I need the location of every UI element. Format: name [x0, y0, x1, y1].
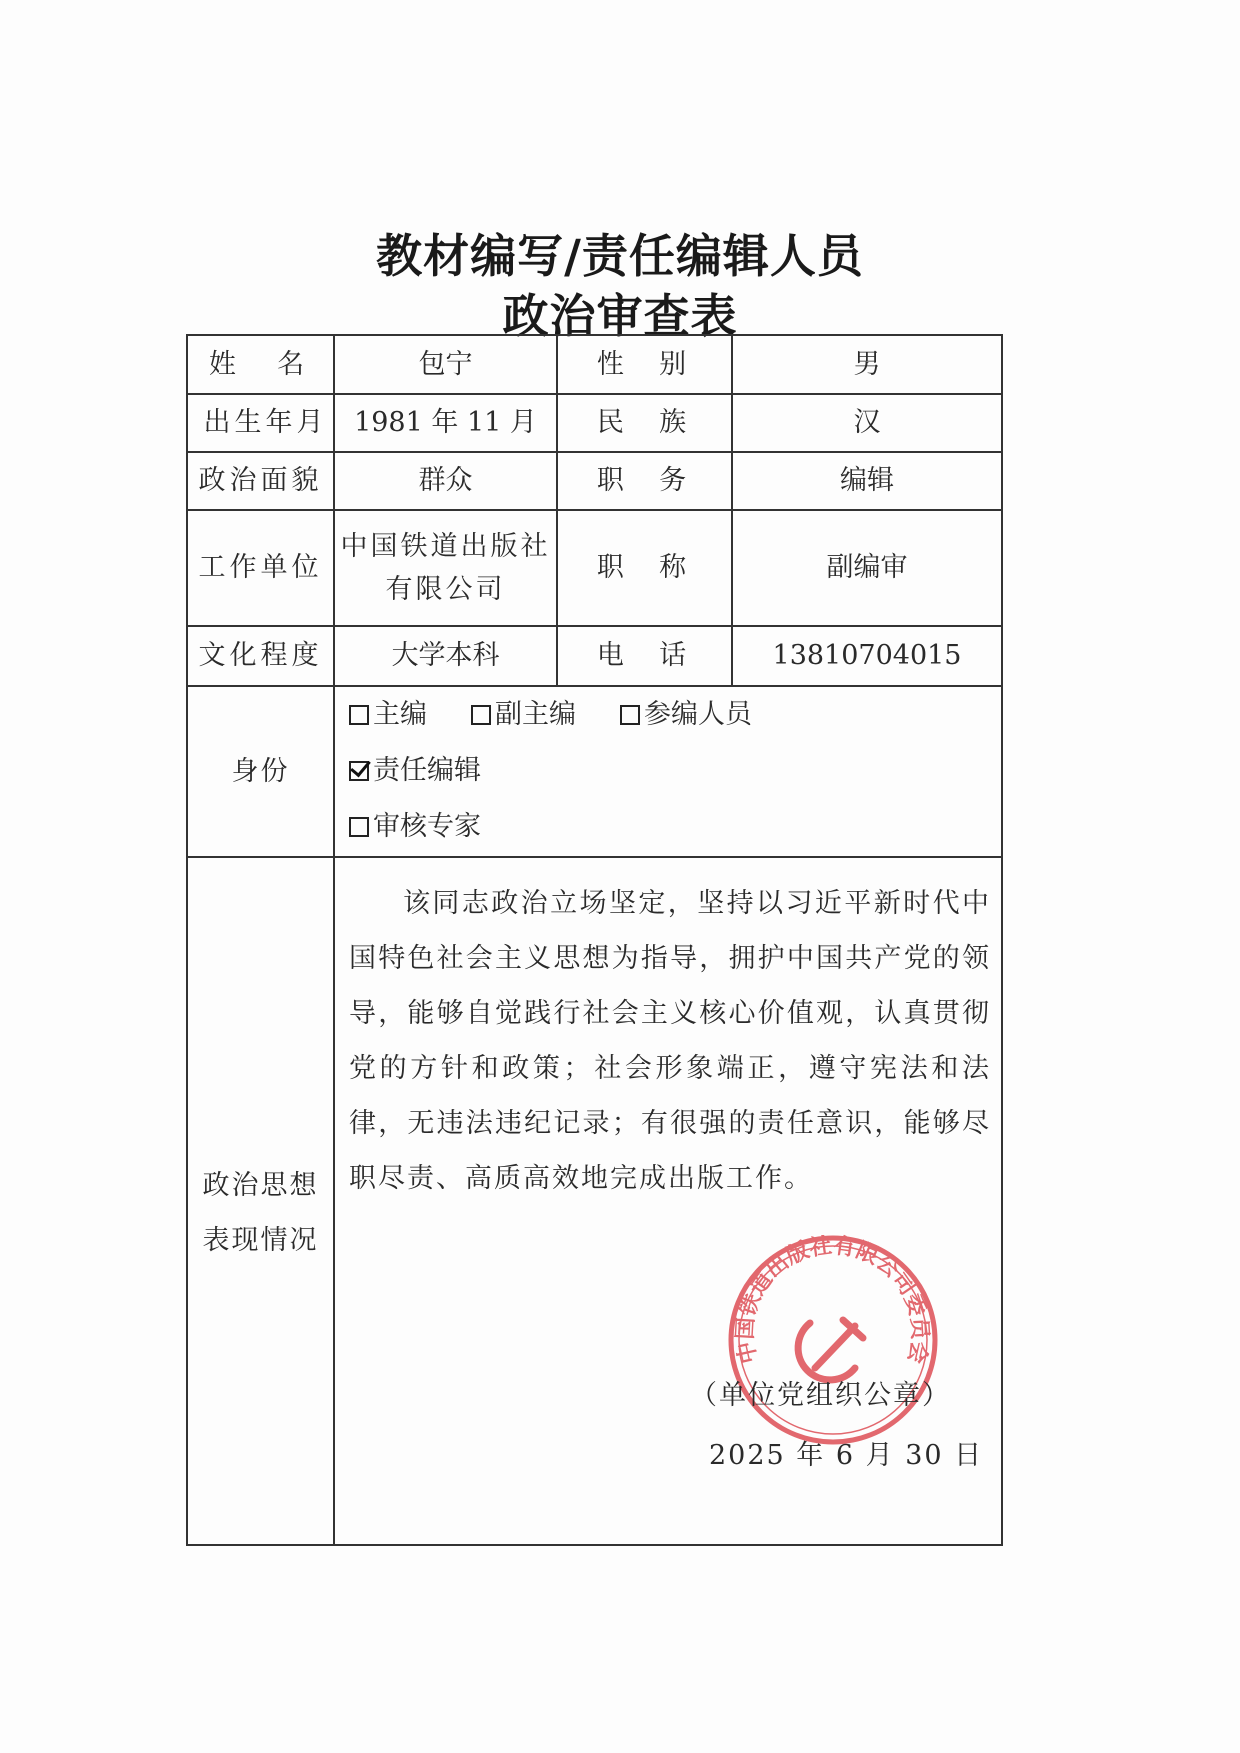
education-value: 大学本科 [334, 626, 557, 686]
education-label: 文化程度 [187, 626, 334, 686]
checkbox-icon[interactable] [620, 705, 640, 725]
option-chief-editor[interactable]: 主编 [349, 697, 427, 732]
name-value: 包宁 [334, 335, 557, 394]
option-contributor[interactable]: 参编人员 [620, 697, 752, 732]
checkbox-icon[interactable] [471, 705, 491, 725]
identity-label: 身份 [187, 686, 334, 857]
birth-value: 1981 年 11 月 [334, 394, 557, 452]
political-status-value: 群众 [334, 452, 557, 510]
gender-label: 性 别 [557, 335, 732, 394]
employer-label: 工作单位 [187, 510, 334, 626]
gender-value: 男 [732, 335, 1002, 394]
performance-text: 该同志政治立场坚定，坚持以习近平新时代中国特色社会主义思想为指导，拥护中国共产党的领导，能够自觉践行社会主义核心价值观，认真贯彻党的方针和政策；社会形象端正，遵守宪法和法律，无违法违纪记录；有很强的责任意识，能够尽职尽责、高质高效地完成出版工作。 [349, 888, 991, 1194]
seal-caption: （单位党组织公章） [690, 1380, 951, 1411]
phone-value: 13810704015 [732, 626, 1002, 686]
party-seal-stamp [715, 1228, 950, 1448]
name-label: 姓 名 [187, 335, 334, 394]
review-form-table [186, 334, 1003, 1546]
svg-text:中国铁道出版社有限公司委员会: 中国铁道出版社有限公司委员会 [732, 1232, 933, 1366]
document-title-line1: 教材编写/责任编辑人员 [376, 229, 864, 283]
position-value: 编辑 [732, 452, 1002, 510]
hammer-sickle-icon [798, 1320, 863, 1380]
seal-date: 2025 年 6 月 30 日 [709, 1440, 984, 1471]
political-performance-label: 政治思想 表现情况 [187, 857, 334, 1545]
document-title-line2: 政治审查表 [502, 289, 738, 343]
employer-line2: 有限公司 [385, 574, 506, 605]
option-deputy-chief-editor[interactable]: 副主编 [471, 697, 576, 732]
birth-label: 出生年月 [187, 394, 334, 452]
checkbox-icon[interactable] [349, 817, 369, 837]
checkbox-icon[interactable] [349, 705, 369, 725]
professional-title-value: 副编审 [732, 510, 1002, 626]
option-responsible-editor[interactable]: 责任编辑 [349, 753, 481, 788]
option-review-expert[interactable]: 审核专家 [349, 809, 481, 844]
phone-label: 电 话 [557, 626, 732, 686]
checked-checkbox-icon[interactable] [349, 761, 369, 781]
employer-line1: 中国铁道出版社 [340, 530, 551, 562]
professional-title-label: 职 称 [557, 510, 732, 626]
ethnicity-label: 民 族 [557, 394, 732, 452]
political-performance-content [334, 857, 1002, 1545]
position-label: 职 务 [557, 452, 732, 510]
political-status-label: 政治面貌 [187, 452, 334, 510]
employer-value [334, 510, 557, 626]
identity-options [334, 686, 1002, 857]
ethnicity-value: 汉 [732, 394, 1002, 452]
